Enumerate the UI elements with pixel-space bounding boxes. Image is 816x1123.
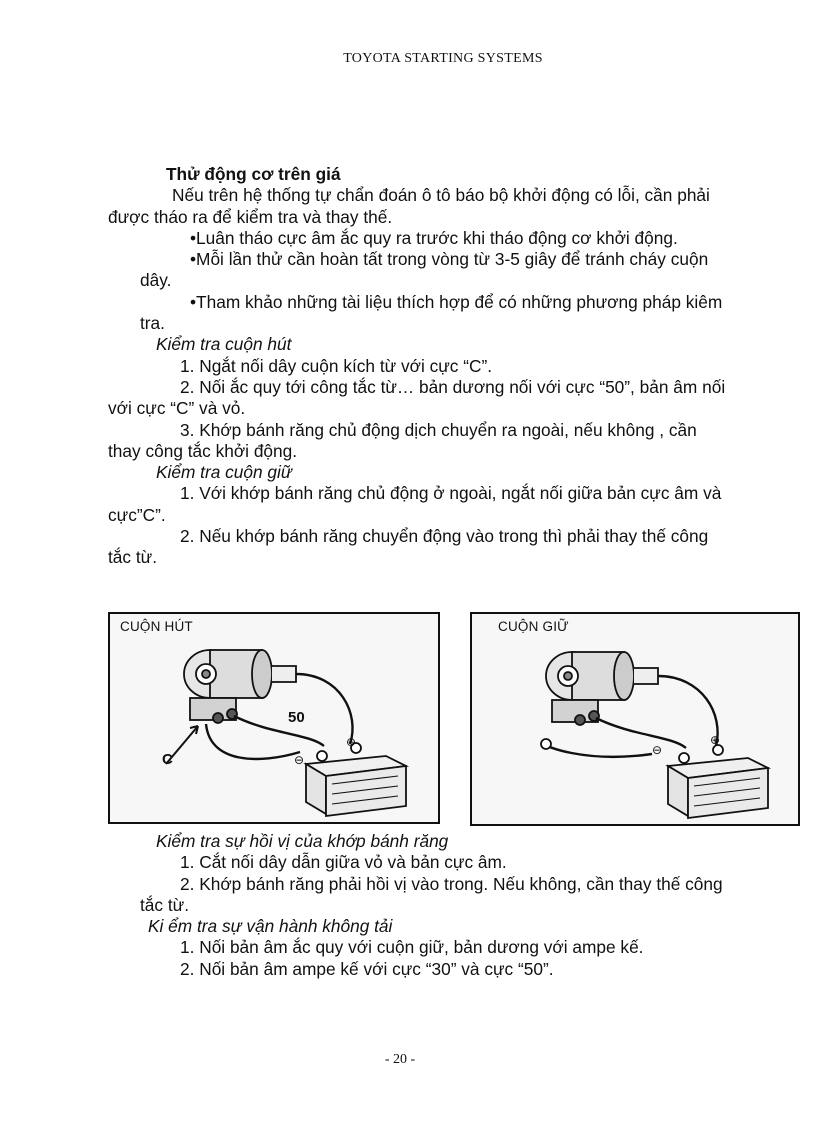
list-item: 1. Với khớp bánh răng chủ động ở ngoài, ngắt nối giữa bản cực âm và [180,483,722,504]
list-item: 2. Nối ắc quy tới công tắc từ… bản dương nối với cực “50”, bản âm nối [180,376,726,397]
figure-pull-in-coil [108,612,440,824]
bullet-item-cont: dây. [140,270,172,291]
list-item: 2. Nối bản âm ampe kế với cực “30” và cực “50”. [180,958,554,979]
intro-line: Nếu trên hệ thống tự chẩn đoán ô tô báo bộ khởi động có lỗi, cần phải [172,185,710,206]
subsection-title: Kiểm tra sự hồi vị của khớp bánh răng [156,831,449,851]
plus-icon: ⊕ [710,733,721,747]
figure-label: CUỘN GIỮ [498,619,569,634]
plus-icon: ⊕ [346,735,357,749]
list-item-cont: thay công tắc khởi động. [108,440,298,461]
list-item: 2. Khớp bánh răng phải hồi vị vào trong. Nếu không, cần thay thế công [180,873,723,894]
list-item-cont: với cực “C” và vỏ. [108,398,246,419]
bullet-item-cont: tra. [140,313,165,334]
bullet-item: •Tham khảo những tài liệu thích hợp để có những phương pháp kiêm [190,291,723,312]
bullet-item: •Luân tháo cực âm ắc quy ra trước khi tháo động cơ khởi động. [190,227,678,248]
section-heading: Thử động cơ trên giá [166,164,341,184]
list-item: 1. Cắt nối dây dẫn giữa vỏ và bản cực âm. [180,852,507,873]
list-item-cont: cực”C”. [108,504,166,525]
starter-diagram [110,614,438,822]
upper-text-block [108,164,780,569]
subsection-title: Ki ểm tra sự vận hành không tải [148,916,393,937]
minus-icon: ⊖ [294,753,305,767]
terminal-50-label: 50 [288,709,305,726]
bullet-item: •Mỗi lần thử cần hoàn tất trong vòng từ 3-5 giây để tránh cháy cuộn [190,249,709,270]
figure-hold-in-coil [470,612,800,826]
starter-diagram [472,614,798,824]
page-header: TOYOTA STARTING SYSTEMS [343,51,543,66]
figure-label: CUỘN HÚT [120,619,193,634]
list-item: 1. Ngắt nối dây cuộn kích từ với cực “C”. [180,355,493,376]
list-item: 1. Nối bản âm ắc quy với cuộn giữ, bản dương với ampe kế. [180,937,644,958]
list-item: 2. Nếu khớp bánh răng chuyển động vào trong thì phải thay thế công [180,526,709,547]
subsection-title: Kiểm tra cuộn hút [156,334,292,355]
list-item: 3. Khớp bánh răng chủ động dịch chuyển ra ngoài, nếu không , cần [180,419,697,440]
page-number: - 20 - [384,1052,416,1067]
lower-text-block [108,831,780,980]
list-item-cont: tắc từ. [140,894,190,915]
list-item-cont: tắc từ. [108,547,158,568]
intro-line-cont: được tháo ra để kiểm tra và thay thế. [108,206,393,227]
subsection-title: Kiểm tra cuộn giữ [156,462,292,483]
minus-icon: ⊖ [652,743,663,757]
terminal-c-label: C [162,751,173,768]
